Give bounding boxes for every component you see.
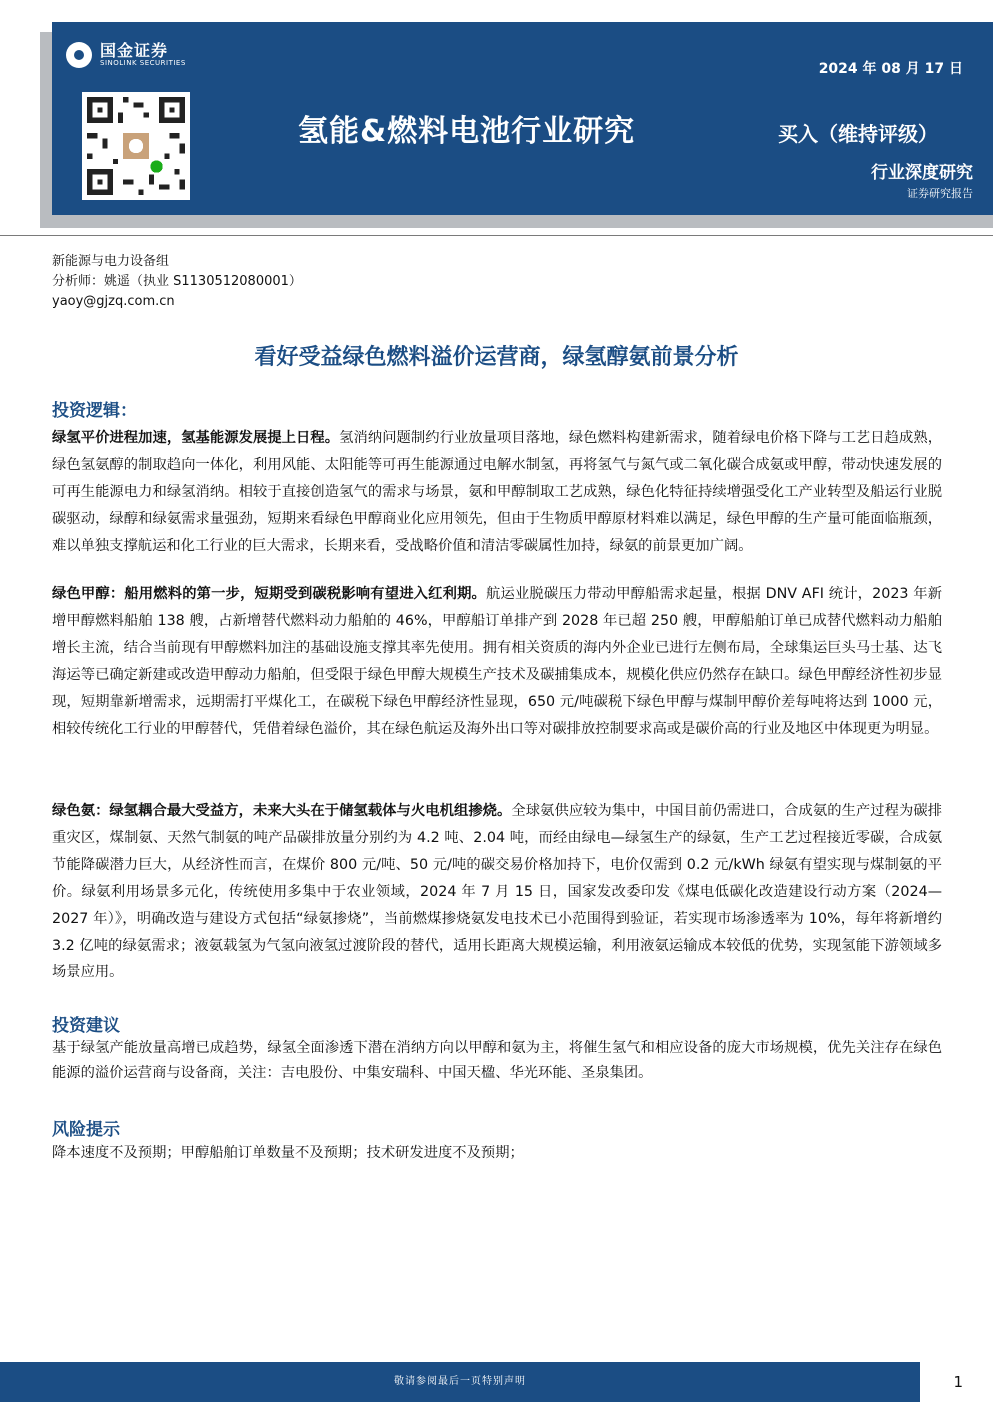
sinolink-logo-icon	[66, 42, 92, 68]
report-category: 证券研究报告	[907, 187, 973, 200]
analyst-info	[52, 252, 302, 312]
paragraph-green-methanol	[52, 581, 942, 742]
report-title: 氢能&燃料电池行业研究	[298, 114, 636, 149]
logo-en-text: SINOLINK SECURITIES	[100, 59, 186, 67]
paragraph-lead: 绿氢平价进程加速，氢基能源发展提上日程。	[52, 430, 340, 446]
paragraph-green-ammonia	[52, 798, 942, 986]
report-date: 2024 年 08 月 17 日	[818, 61, 963, 77]
page-headline: 看好受益绿色燃料溢价运营商，绿氢醇氨前景分析	[254, 345, 739, 370]
rating-badge: 买入（维持评级）	[778, 122, 938, 146]
analyst-email[interactable]: yaoy@gjzq.com.cn	[52, 294, 175, 309]
logo-cn-text: 国金证券	[100, 41, 169, 60]
investment-advice-text: 基于绿氢产能放量高增已成趋势，绿氢全面渗透下潜在消纳方向以甲醇和氨为主，将催生氢气和相应设备的庞大市场规模，优先关注存在绿色能源的溢价运营商与设备商，关注：吉电股份、中集安瑞科、中国天楹、华光环能、圣泉集团。	[52, 1040, 942, 1081]
footer-disclaimer: 敬请参阅最后一页特别声明	[0, 1362, 920, 1402]
investment-advice-heading: 投资建议	[52, 1016, 120, 1036]
company-logo	[66, 42, 186, 68]
paragraph-lead: 绿色甲醇：船用燃料的第一步，短期受到碳税影响有望进入红利期。	[52, 586, 487, 602]
analyst-name: 分析师：姚遥（执业 S1130512080001）	[52, 274, 302, 289]
paragraph-body: 全球氨供应较为集中，中国目前仍需进口，合成氨的生产过程为碳排重灾区，煤制氨、天然气制氨的吨产品碳排放量分别约为 4.2 吨、2.04 吨，而经由绿电—绿氢生产的绿氨，生产工艺过程接近零碳，合成氨节能降碳潜力巨大，从经济性而言，在煤价 800 元/吨、50 元/吨的碳交易价格加持下，电价仅需到 0.2 元/kWh 绿氨有望实现与煤制氨的平价。绿氨利用场景多元化，传统使用多集中于农业领域，2024 年 7 月 15 日，国家发改委印发《煤电低碳化改造建设行动方案（2024—2027 年）》，明确改造与建设方式包括“绿氨掺烧”，当前燃煤掺烧氨发电技术已小范围得到验证，若实现市场渗透率为 10%，每年将新增约 3.2 亿吨的绿氨需求；液氨载氢为气氢向液氢过渡阶段的替代，适用长距离大规模运输，利用液氨运输成本较低的优势，实现氢能下游领域多场景应用。	[52, 803, 943, 981]
report-banner	[52, 22, 993, 215]
paragraph-body: 航运业脱碳压力带动甲醇船需求起量，根据 DNV AFI 统计，2023 年新增甲醇燃料船舶 138 艘，占新增替代燃料动力船舶的 46%，甲醇船订单排产到 2028 年已超 250 艘，甲醇船舶订单已成替代燃料动力船舶增长主流，结合当前现有甲醇燃料加注的基础设施支撑其率先使用。拥有相关资质的海内外企业已进行左侧布局，全球集运巨头马士基、达飞海运等已确定新建或改造甲醇动力船舶，但受限于绿色甲醇大规模生产技术及碳捕集成本，规模化供应仍然存在缺口。绿色甲醇经济性初步显现，短期靠新增需求，远期需打平煤化工，在碳税下绿色甲醇经济性显现，650 元/吨碳税下绿色甲醇与煤制甲醇价差每吨将达到 1000 元，相较传统化工行业的甲醇替代，凭借着绿色溢价，其在绿色航运及海外出口等对碳排放控制要求高或是碳价高的行业及地区中体现更为明显。	[52, 586, 943, 737]
team-name: 新能源与电力设备组	[52, 254, 170, 269]
paragraph-lead: 绿色氨：绿氢耦合最大受益方，未来大头在于储氢载体与火电机组掺烧。	[52, 803, 512, 819]
investment-logic-heading: 投资逻辑：	[52, 401, 137, 421]
paragraph-green-hydrogen	[52, 425, 942, 560]
qr-code-icon	[82, 92, 190, 200]
risk-heading: 风险提示	[52, 1120, 120, 1140]
paragraph-body: 氢消纳问题制约行业放量项目落地，绿色燃料构建新需求，随着绿电价格下降与工艺日趋成熟，绿色氢氨醇的制取趋向一体化，利用风能、太阳能等可再生能源通过电解水制氢，再将氢气与氮气或二氧化碳合成氨或甲醇，带动快速发展的可再生能源电力和绿氢消纳。相较于直接创造氢气的需求与场景，氨和甲醇制取工艺成熟，绿色化特征持续增强受化工产业转型及船运行业脱碳驱动，绿醇和绿氨需求量强劲，短期来看绿色甲醇商业化应用领先，但由于生物质甲醇原材料难以满足，绿色甲醇的生产量可能面临瓶颈，难以单独支撑航运和化工行业的巨大需求，长期来看，受战略价值和清洁零碳属性加持，绿氨的前景更加广阔。	[52, 430, 943, 554]
risk-text: 降本速度不及预期；甲醇船舶订单数量不及预期；技术研发进度不及预期；	[52, 1145, 524, 1161]
page-footer	[0, 1362, 993, 1402]
report-type: 行业深度研究	[871, 163, 973, 183]
header-divider	[0, 235, 993, 236]
page-number: 1	[953, 1373, 963, 1391]
